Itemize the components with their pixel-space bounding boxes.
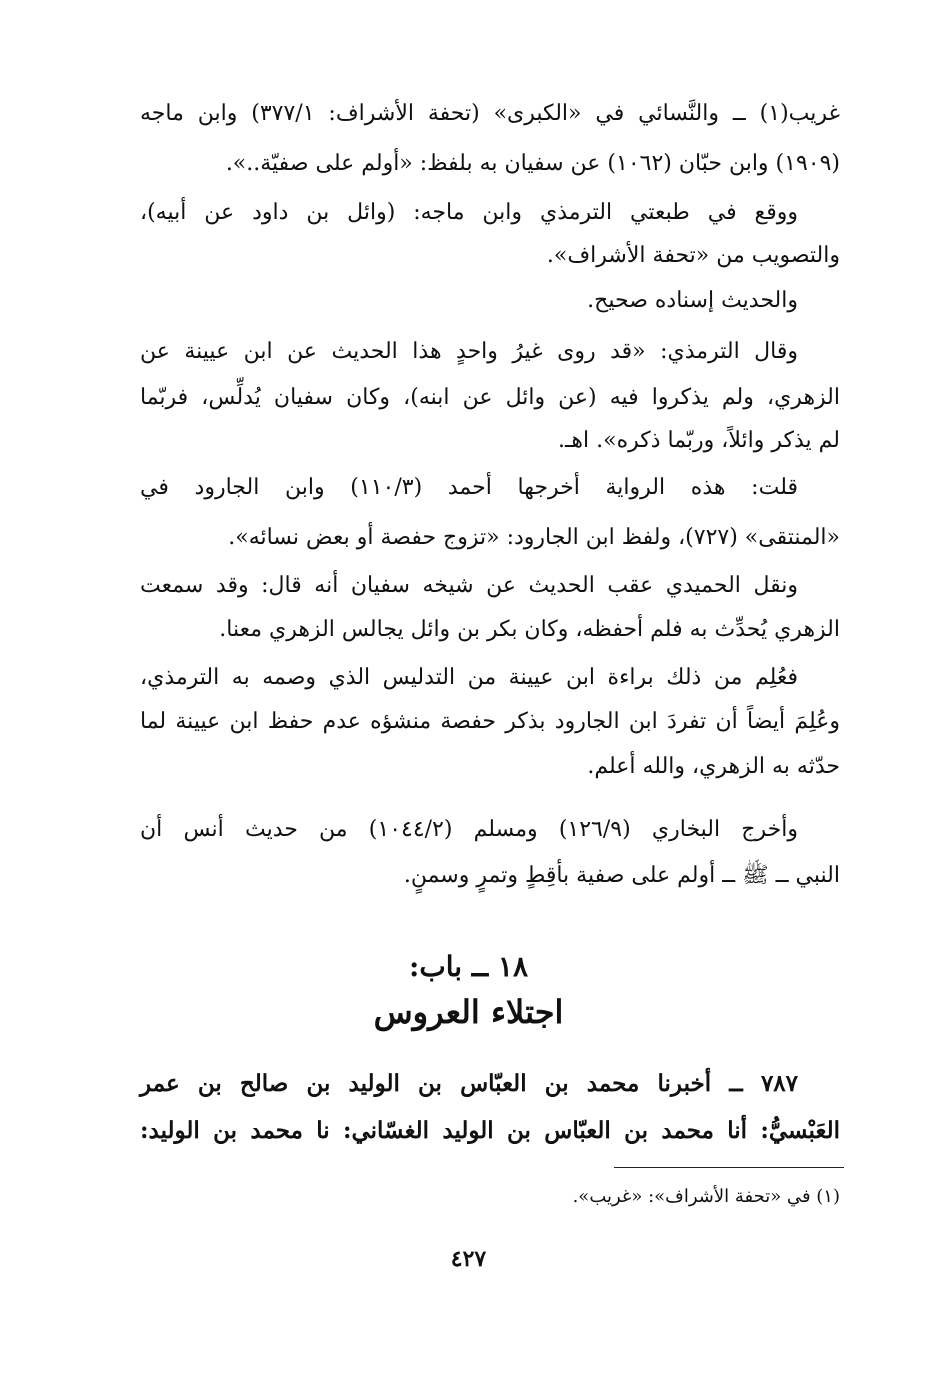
hadith-line: العَبْسيُّ: أنا محمد بن العبّاس بن الوليد الغسّاني: نا محمد بن الوليد: (140, 1117, 840, 1144)
text-line: النبي ــ ﷺ ــ أولم على صفية بأقِطٍ وتمرٍ وسمنٍ. (403, 863, 840, 888)
text-line: وعُلِمَ أيضاً أن تفردَ ابن الجارود بذكر حفصة منشؤه عدم حفظ ابن عيينة لما (140, 709, 841, 734)
text-line: وأخرج البخاري (١٢٦/٩) ومسلم (١٠٤٤/٢) من حديث أنس أن (140, 817, 798, 842)
text-line: (١٩٠٩) وابن حبّان (١٠٦٢) عن سفيان به بلفظ: «أولم على صفيّة..». (225, 151, 840, 176)
text-line: «المنتقى» (٧٢٧)، ولفظ ابن الجارود: «تزوج حفصة أو بعض نسائه». (228, 525, 840, 550)
text-line: حدّثه به الزهري، والله أعلم. (587, 754, 840, 779)
text-line: قلت: هذه الرواية أخرجها أحمد (١١٠/٣) وابن الجارود في (140, 475, 798, 500)
page-number: ٤٢٧ (450, 1246, 487, 1272)
text-line: ونقل الحميدي عقب الحديث عن شيخه سفيان أنه قال: وقد سمعت (140, 573, 798, 598)
chapter-title: اجتلاء العروس (373, 993, 564, 1031)
text-line: وقال الترمذي: «قد روى غيرُ واحدٍ هذا الحديث عن ابن عيينة عن (140, 339, 798, 364)
text-line: الزهري، ولم يذكروا فيه (عن وائل عن ابنه)، وكان سفيان يُدلِّس، فربّما (140, 385, 840, 410)
text-line: لم يذكر وائلاً، وربّما ذكره». اهـ. (557, 428, 840, 453)
text-line: الزهري يُحدِّث به فلم أحفظه، وكان بكر بن وائل يجالس الزهري معنا. (219, 617, 840, 642)
chapter-number: ١٨ ــ باب: (409, 950, 528, 983)
text-line: غريب(١) ــ والنَّسائي في «الكبرى» (تحفة الأشراف: ٣٧٧/١) وابن ماجه (140, 101, 841, 126)
text-line: ووقع في طبعتي الترمذي وابن ماجه: (وائل بن داود عن أبيه)، (140, 200, 798, 225)
text-line: والحديث إسناده صحيح. (587, 288, 798, 313)
footnote: (١) في «تحفة الأشراف»: «غريب». (572, 1186, 840, 1207)
text-line: والتصويب من «تحفة الأشراف». (546, 243, 840, 268)
text-line: فعُلِم من ذلك براءة ابن عيينة من التدليس الذي وصمه به الترمذي، (140, 665, 798, 690)
footnote-divider (614, 1167, 844, 1168)
hadith-line: ٧٨٧ ــ أخبرنا محمد بن العبّاس بن الوليد بن صالح بن عمر (140, 1070, 798, 1097)
